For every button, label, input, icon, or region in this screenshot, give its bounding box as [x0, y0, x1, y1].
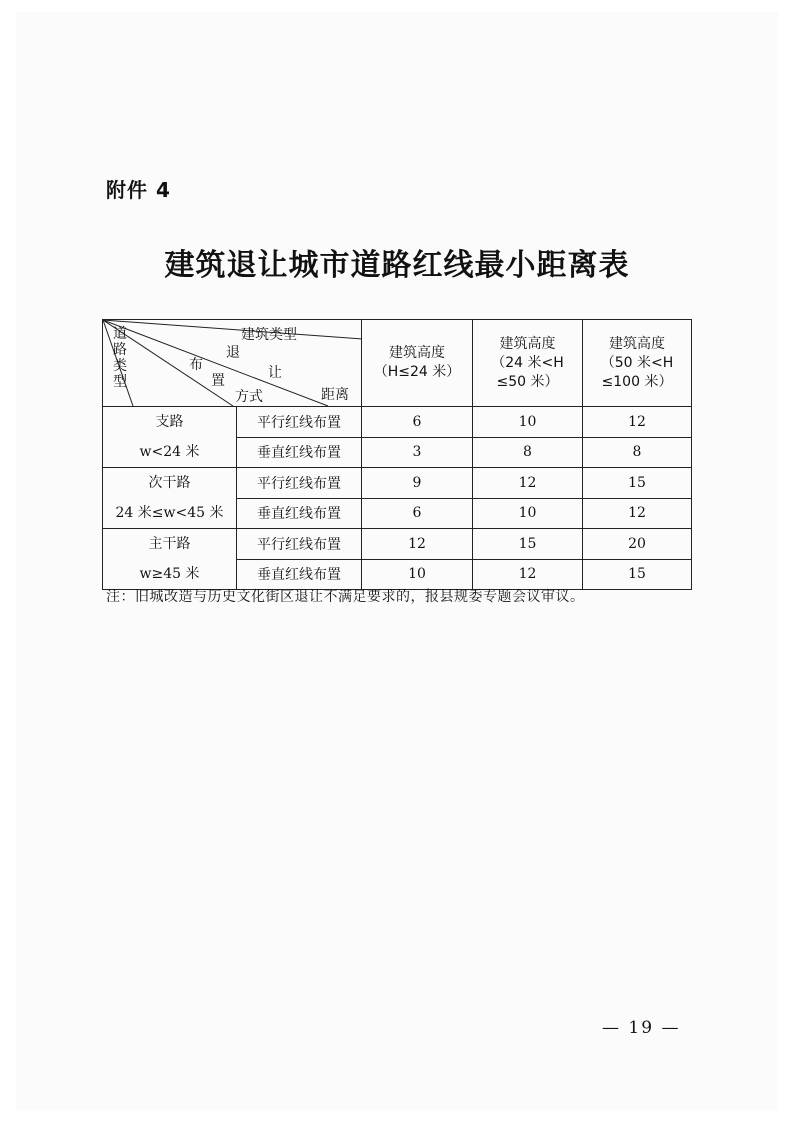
value-cell: 9	[362, 468, 473, 499]
road-type-cell: 主干路 w≥45 米	[103, 529, 237, 590]
value-cell: 8	[583, 437, 692, 468]
attachment-label: 附件 4	[106, 178, 171, 202]
value-cell: 12	[473, 468, 583, 499]
value-cell: 8	[473, 437, 583, 468]
setback-table	[102, 319, 692, 590]
layout-label-2: 置	[211, 373, 225, 389]
value-cell: 12	[473, 559, 583, 590]
value-cell: 15	[583, 468, 692, 499]
table-note: 注：旧城改造与历史文化街区退让不满足要求的，报县规委专题会议审议。	[106, 589, 585, 605]
method-cell: 垂直红线布置	[237, 498, 362, 529]
setback-label-1: 退	[226, 345, 240, 361]
method-cell: 垂直红线布置	[237, 559, 362, 590]
value-cell: 20	[583, 529, 692, 560]
table-row	[103, 468, 692, 499]
value-cell: 10	[362, 559, 473, 590]
table-row	[103, 529, 692, 560]
building-type-label: 建筑类型	[241, 327, 297, 343]
diagonal-header-cell	[103, 320, 362, 407]
road-type-label: 道路类型	[113, 326, 127, 390]
page-number: — 19 —	[602, 1018, 681, 1038]
column-header-height-2: 建筑高度 （24 米<H ≤50 米）	[473, 320, 583, 407]
distance-label: 距离	[321, 387, 349, 403]
value-cell: 6	[362, 498, 473, 529]
layout-label-1: 布	[189, 357, 203, 373]
value-cell: 6	[362, 407, 473, 438]
value-cell: 12	[583, 498, 692, 529]
road-type-cell: 支路 w<24 米	[103, 407, 237, 468]
table-row	[103, 407, 692, 438]
method-cell: 平行红线布置	[237, 529, 362, 560]
column-header-height-1: 建筑高度 （H≤24 米）	[362, 320, 473, 407]
page-title: 建筑退让城市道路红线最小距离表	[164, 248, 630, 283]
method-cell: 垂直红线布置	[237, 437, 362, 468]
value-cell: 15	[583, 559, 692, 590]
value-cell: 15	[473, 529, 583, 560]
value-cell: 10	[473, 498, 583, 529]
column-header-height-3: 建筑高度 （50 米<H ≤100 米）	[583, 320, 692, 407]
setback-label-2: 让	[268, 365, 282, 381]
value-cell: 12	[362, 529, 473, 560]
value-cell: 12	[583, 407, 692, 438]
road-type-cell: 次干路 24 米≤w<45 米	[103, 468, 237, 529]
value-cell: 3	[362, 437, 473, 468]
method-label: 方式	[235, 389, 263, 405]
table-header-row	[103, 320, 692, 407]
value-cell: 10	[473, 407, 583, 438]
method-cell: 平行红线布置	[237, 407, 362, 438]
method-cell: 平行红线布置	[237, 468, 362, 499]
